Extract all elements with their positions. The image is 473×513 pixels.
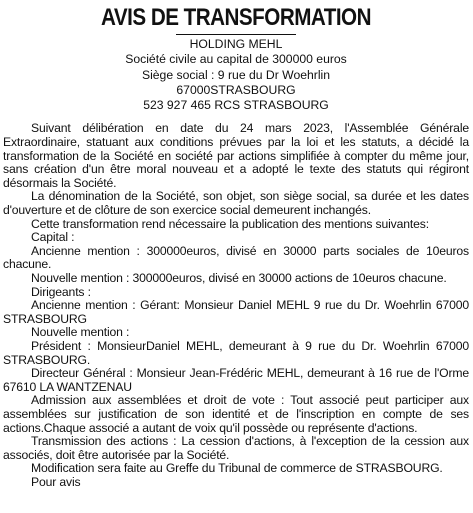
paragraph-directors-new-heading: Nouvelle mention :	[31, 325, 130, 340]
paragraph-capital-heading: Capital :	[31, 230, 75, 245]
paragraph-general-director: Directeur Général : Monsieur Jean-Frédéric MEHL, demeurant à 16 rue de l'Orme 67610 LA WANTZENAU	[3, 366, 469, 394]
paragraph-deliberation: Suivant délibération en date du 24 mars 2023, l'Assemblée Générale Extraordinaire, statuant aux conditions prévues par la loi et les statuts, a décidé la transformation de la Société en société par actions simplifiée à compter du même jour, sans création d'un être moral nouveau et a adopté le texte des statuts qui régiront désormais la Société.	[3, 121, 469, 190]
company-capital: Société civile au capital de 300000 euros	[125, 52, 347, 67]
paragraph-signoff: Pour avis	[31, 474, 81, 489]
title-underline	[176, 34, 296, 35]
paragraph-directors-old: Ancienne mention : Gérant: Monsieur Daniel MEHL 9 rue du Dr. Woehrlin 67000 STRASBOURG	[3, 298, 469, 326]
company-name: HOLDING MEHL	[189, 37, 283, 51]
notice-title: AVIS DE TRANSFORMATION	[101, 4, 371, 31]
company-city: 67000STRASBOURG	[176, 82, 296, 97]
paragraph-admission: Admission aux assemblées et droit de vote : Tout associé peut participer aux assemblées sur justification de son identité et de l'inscription en compte de ses actions.Chaque associé a autant de voix qu'il possède ou représente d'actions.	[3, 393, 469, 435]
paragraph-directors-heading: Dirigeants :	[31, 284, 91, 299]
company-rcs: 523 927 465 RCS STRASBOURG	[143, 98, 329, 113]
paragraph-publication: Cette transformation rend nécessaire la publication des mentions suivantes:	[31, 216, 429, 231]
company-header	[3, 37, 469, 113]
paragraph-unchanged: La dénomination de la Société, son objet, son siège social, sa durée et les dates d'ouverture et de clôture de son exercice social demeurent inchangés.	[3, 189, 469, 218]
paragraph-registry: Modification sera faite au Greffe du Tribunal de commerce de STRASBOURG.	[31, 461, 443, 476]
company-seat: Siège social : 9 rue du Dr Woehrlin	[141, 67, 331, 82]
paragraph-capital-old: Ancienne mention : 300000euros, divisé en 30000 parts sociales de 10euros chacune.	[3, 243, 469, 272]
paragraph-transfer: Transmission des actions : La cession d'actions, à l'exception de la cession aux associés, doit être autorisée par la Société.	[3, 434, 469, 462]
notice-body	[3, 122, 469, 489]
legal-notice	[3, 4, 469, 490]
paragraph-president: Président : MonsieurDaniel MEHL, demeurant à 9 rue du Dr. Woehrlin 67000 STRASBOURG.	[3, 338, 469, 367]
paragraph-capital-new: Nouvelle mention : 300000euros, divisé en 30000 actions de 10euros chacune.	[31, 271, 447, 286]
